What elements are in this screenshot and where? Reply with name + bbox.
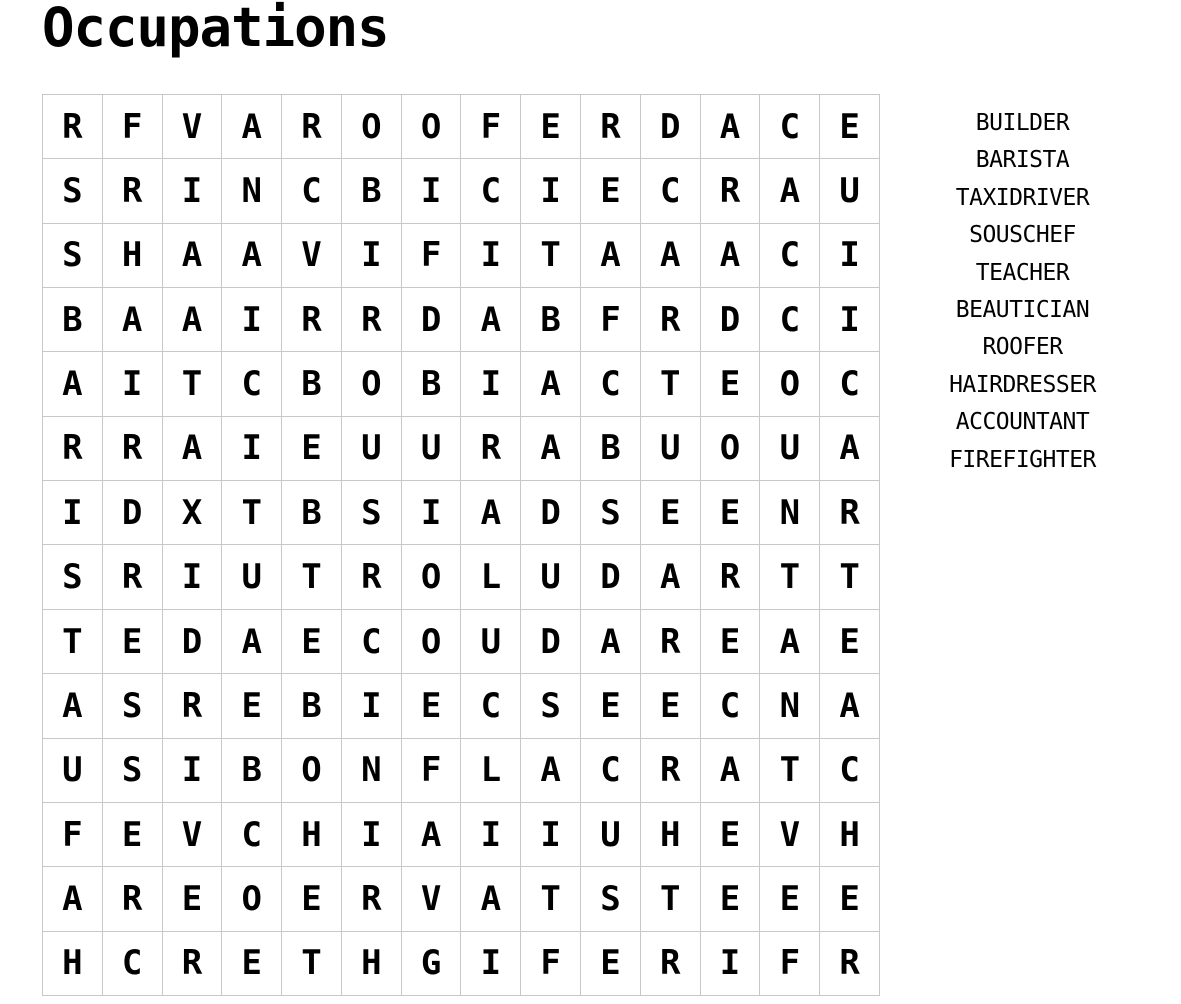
grid-cell[interactable]: T xyxy=(43,610,103,674)
grid-cell[interactable]: R xyxy=(43,417,103,481)
grid-cell[interactable]: I xyxy=(43,481,103,545)
grid-cell[interactable]: E xyxy=(581,932,641,996)
grid-cell[interactable]: E xyxy=(701,803,761,867)
grid-cell[interactable]: R xyxy=(641,932,701,996)
grid-cell[interactable]: A xyxy=(163,288,223,352)
grid-cell[interactable]: T xyxy=(222,481,282,545)
grid-cell[interactable]: E xyxy=(760,867,820,931)
grid-cell[interactable]: E xyxy=(282,417,342,481)
letter-grid xyxy=(42,94,880,996)
grid-cell[interactable]: R xyxy=(43,95,103,159)
grid-cell[interactable]: R xyxy=(342,288,402,352)
grid-cell[interactable]: O xyxy=(282,739,342,803)
grid-cell[interactable]: S xyxy=(581,867,641,931)
grid-cell[interactable]: I xyxy=(521,159,581,223)
grid-cell[interactable]: C xyxy=(641,159,701,223)
grid-cell[interactable]: I xyxy=(461,932,521,996)
grid-cell[interactable]: A xyxy=(43,352,103,416)
grid-cell[interactable]: R xyxy=(103,417,163,481)
grid-cell[interactable]: B xyxy=(581,417,641,481)
grid-cell[interactable]: R xyxy=(641,739,701,803)
puzzle-title: Occupations xyxy=(42,0,389,59)
grid-cell[interactable]: F xyxy=(402,224,462,288)
grid-cell[interactable]: E xyxy=(581,674,641,738)
grid-cell[interactable]: A xyxy=(461,867,521,931)
grid-cell[interactable]: D xyxy=(402,288,462,352)
grid-cell[interactable]: D xyxy=(581,545,641,609)
grid-cell[interactable]: N xyxy=(342,739,402,803)
grid-cell[interactable]: R xyxy=(461,417,521,481)
grid-cell[interactable]: E xyxy=(641,674,701,738)
grid-cell[interactable]: C xyxy=(222,803,282,867)
grid-cell[interactable]: V xyxy=(282,224,342,288)
grid-cell[interactable]: X xyxy=(163,481,223,545)
word-list-item: TEACHER xyxy=(975,259,1070,286)
word-list-item: BARISTA xyxy=(975,147,1070,174)
grid-cell[interactable]: O xyxy=(402,545,462,609)
grid-cell[interactable]: O xyxy=(342,352,402,416)
grid-cell[interactable]: D xyxy=(641,95,701,159)
grid-cell[interactable]: U xyxy=(581,803,641,867)
grid-cell[interactable]: R xyxy=(701,159,761,223)
grid-cell[interactable]: U xyxy=(820,159,880,223)
grid-cell[interactable]: O xyxy=(342,95,402,159)
grid-cell[interactable]: S xyxy=(342,481,402,545)
grid-cell[interactable]: R xyxy=(581,95,641,159)
grid-cell[interactable]: I xyxy=(461,803,521,867)
grid-cell[interactable]: A xyxy=(163,417,223,481)
grid-cell[interactable]: C xyxy=(581,739,641,803)
grid-cell[interactable]: E xyxy=(701,867,761,931)
grid-cell[interactable]: D xyxy=(521,610,581,674)
grid-cell[interactable]: U xyxy=(402,417,462,481)
grid-cell[interactable]: B xyxy=(342,159,402,223)
grid-cell[interactable]: A xyxy=(43,867,103,931)
grid-cell[interactable]: O xyxy=(222,867,282,931)
grid-cell[interactable]: I xyxy=(342,803,402,867)
word-list-item: SOUSCHEF xyxy=(969,222,1076,249)
word-list-item: BUILDER xyxy=(975,110,1070,136)
grid-cell[interactable]: A xyxy=(521,352,581,416)
grid-cell[interactable]: I xyxy=(402,159,462,223)
grid-cell[interactable]: R xyxy=(820,481,880,545)
grid-cell[interactable]: R xyxy=(103,545,163,609)
grid-cell[interactable]: R xyxy=(641,610,701,674)
grid-cell[interactable]: U xyxy=(342,417,402,481)
grid-cell[interactable]: R xyxy=(163,932,223,996)
grid-cell[interactable]: I xyxy=(461,352,521,416)
grid-cell[interactable]: E xyxy=(701,352,761,416)
grid-cell[interactable]: V xyxy=(402,867,462,931)
grid-cell[interactable]: A xyxy=(43,674,103,738)
grid-cell[interactable]: I xyxy=(521,803,581,867)
grid-cell[interactable]: I xyxy=(163,739,223,803)
grid-cell[interactable]: E xyxy=(103,803,163,867)
grid-cell[interactable]: C xyxy=(222,352,282,416)
grid-cell[interactable]: S xyxy=(581,481,641,545)
grid-cell[interactable]: T xyxy=(163,352,223,416)
grid-cell[interactable]: H xyxy=(103,224,163,288)
grid-cell[interactable]: A xyxy=(222,95,282,159)
grid-cell[interactable]: E xyxy=(521,95,581,159)
grid-cell[interactable]: I xyxy=(222,417,282,481)
grid-cell[interactable]: C xyxy=(760,224,820,288)
grid-cell[interactable]: E xyxy=(581,159,641,223)
grid-cell[interactable]: H xyxy=(342,932,402,996)
grid-cell[interactable]: L xyxy=(461,739,521,803)
grid-cell[interactable]: E xyxy=(103,610,163,674)
grid-cell[interactable]: B xyxy=(222,739,282,803)
grid-cell[interactable]: C xyxy=(461,159,521,223)
grid-cell[interactable]: A xyxy=(521,417,581,481)
grid-cell[interactable]: R xyxy=(701,545,761,609)
grid-cell[interactable]: C xyxy=(581,352,641,416)
grid-cell[interactable]: I xyxy=(820,224,880,288)
grid-cell[interactable]: A xyxy=(641,545,701,609)
grid-cell[interactable]: E xyxy=(701,481,761,545)
grid-cell[interactable]: S xyxy=(43,159,103,223)
grid-cell[interactable]: I xyxy=(163,159,223,223)
grid-cell[interactable]: O xyxy=(402,610,462,674)
grid-cell[interactable]: F xyxy=(581,288,641,352)
grid-cell[interactable]: I xyxy=(103,352,163,416)
grid-cell[interactable]: L xyxy=(461,545,521,609)
grid-cell[interactable]: F xyxy=(402,739,462,803)
grid-cell[interactable]: V xyxy=(163,803,223,867)
grid-cell[interactable]: C xyxy=(282,159,342,223)
grid-cell[interactable]: S xyxy=(103,739,163,803)
grid-cell[interactable]: A xyxy=(760,159,820,223)
grid-cell[interactable]: N xyxy=(760,674,820,738)
grid-cell[interactable]: S xyxy=(521,674,581,738)
grid-cell[interactable]: B xyxy=(402,352,462,416)
grid-cell[interactable]: A xyxy=(402,803,462,867)
grid-cell[interactable]: T xyxy=(760,739,820,803)
grid-cell[interactable]: F xyxy=(43,803,103,867)
grid-cell[interactable]: G xyxy=(402,932,462,996)
grid-cell[interactable]: A xyxy=(103,288,163,352)
word-list-item: ROOFER xyxy=(982,334,1063,361)
grid-cell[interactable]: A xyxy=(581,610,641,674)
grid-cell[interactable]: H xyxy=(43,932,103,996)
grid-cell[interactable]: D xyxy=(103,481,163,545)
grid-cell[interactable]: R xyxy=(103,867,163,931)
grid-cell[interactable]: S xyxy=(43,224,103,288)
grid-cell[interactable]: A xyxy=(701,224,761,288)
grid-cell[interactable]: E xyxy=(222,674,282,738)
grid-cell[interactable]: C xyxy=(760,95,820,159)
grid-cell[interactable]: U xyxy=(43,739,103,803)
grid-cell[interactable]: U xyxy=(521,545,581,609)
grid-cell[interactable]: U xyxy=(222,545,282,609)
grid-cell[interactable]: U xyxy=(641,417,701,481)
grid-cell[interactable]: O xyxy=(402,95,462,159)
grid-cell[interactable]: D xyxy=(163,610,223,674)
grid-cell[interactable]: R xyxy=(163,674,223,738)
grid-cell[interactable]: C xyxy=(461,674,521,738)
grid-cell[interactable]: H xyxy=(820,803,880,867)
grid-cell[interactable]: N xyxy=(222,159,282,223)
grid-cell[interactable]: T xyxy=(521,867,581,931)
grid-cell[interactable]: E xyxy=(222,932,282,996)
grid-cell[interactable]: B xyxy=(282,352,342,416)
grid-cell[interactable]: E xyxy=(820,95,880,159)
grid-cell[interactable]: C xyxy=(342,610,402,674)
grid-cell[interactable]: I xyxy=(342,224,402,288)
grid-cell[interactable]: R xyxy=(342,545,402,609)
grid-cell[interactable]: T xyxy=(282,932,342,996)
word-list-item: FIREFIGHTER xyxy=(949,446,1096,473)
grid-cell[interactable]: V xyxy=(760,803,820,867)
grid-cell[interactable]: C xyxy=(701,674,761,738)
grid-cell[interactable]: I xyxy=(163,545,223,609)
grid-cell[interactable]: A xyxy=(820,674,880,738)
grid-cell[interactable]: F xyxy=(461,95,521,159)
grid-cell[interactable]: A xyxy=(581,224,641,288)
grid-cell[interactable]: A xyxy=(163,224,223,288)
grid-cell[interactable]: U xyxy=(461,610,521,674)
grid-cell[interactable]: C xyxy=(760,288,820,352)
word-list xyxy=(930,105,1115,479)
grid-cell[interactable]: A xyxy=(701,739,761,803)
grid-cell[interactable]: A xyxy=(461,481,521,545)
grid-cell[interactable]: O xyxy=(760,352,820,416)
grid-cell[interactable]: S xyxy=(103,674,163,738)
grid-cell[interactable]: E xyxy=(282,867,342,931)
grid-cell[interactable]: R xyxy=(282,95,342,159)
grid-cell[interactable]: A xyxy=(222,610,282,674)
grid-cell[interactable]: I xyxy=(701,932,761,996)
grid-cell[interactable]: A xyxy=(222,224,282,288)
word-list-item: ACCOUNTANT xyxy=(955,409,1090,436)
grid-cell[interactable]: N xyxy=(760,481,820,545)
grid-cell[interactable]: A xyxy=(641,224,701,288)
grid-cell[interactable]: I xyxy=(342,674,402,738)
grid-cell[interactable]: I xyxy=(222,288,282,352)
grid-cell[interactable]: E xyxy=(820,867,880,931)
word-list-item: BEAUTICIAN xyxy=(955,296,1090,323)
grid-cell[interactable]: U xyxy=(760,417,820,481)
grid-cell[interactable]: T xyxy=(820,545,880,609)
grid-cell[interactable]: E xyxy=(282,610,342,674)
grid-cell[interactable]: B xyxy=(43,288,103,352)
grid-cell[interactable]: F xyxy=(521,932,581,996)
grid-cell[interactable]: E xyxy=(701,610,761,674)
grid-cell[interactable]: F xyxy=(760,932,820,996)
grid-cell[interactable]: T xyxy=(760,545,820,609)
grid-cell[interactable]: C xyxy=(820,739,880,803)
grid-cell[interactable]: T xyxy=(641,352,701,416)
grid-cell[interactable]: E xyxy=(402,674,462,738)
grid-cell[interactable]: O xyxy=(701,417,761,481)
grid-cell[interactable]: B xyxy=(282,481,342,545)
grid-cell[interactable]: R xyxy=(103,159,163,223)
grid-cell[interactable]: H xyxy=(641,803,701,867)
grid-cell[interactable]: E xyxy=(820,610,880,674)
grid-cell[interactable]: A xyxy=(521,739,581,803)
grid-cell[interactable]: T xyxy=(641,867,701,931)
grid-cell[interactable]: B xyxy=(282,674,342,738)
grid-cell[interactable]: A xyxy=(461,288,521,352)
grid-cell[interactable]: E xyxy=(641,481,701,545)
word-list-item: HAIRDRESSER xyxy=(949,371,1096,398)
grid-cell[interactable]: C xyxy=(820,352,880,416)
grid-cell[interactable]: T xyxy=(282,545,342,609)
grid-cell[interactable]: I xyxy=(820,288,880,352)
grid-cell[interactable]: E xyxy=(163,867,223,931)
grid-cell[interactable]: D xyxy=(521,481,581,545)
grid-cell[interactable]: C xyxy=(103,932,163,996)
grid-cell[interactable]: F xyxy=(103,95,163,159)
grid-cell[interactable]: A xyxy=(701,95,761,159)
grid-cell[interactable]: H xyxy=(282,803,342,867)
grid-cell[interactable]: R xyxy=(282,288,342,352)
grid-cell[interactable]: R xyxy=(342,867,402,931)
grid-cell[interactable]: B xyxy=(521,288,581,352)
grid-cell[interactable]: A xyxy=(820,417,880,481)
grid-cell[interactable]: I xyxy=(402,481,462,545)
grid-cell[interactable]: A xyxy=(760,610,820,674)
grid-cell[interactable]: D xyxy=(701,288,761,352)
grid-cell[interactable]: S xyxy=(43,545,103,609)
grid-cell[interactable]: R xyxy=(641,288,701,352)
grid-cell[interactable]: R xyxy=(820,932,880,996)
word-list-item: TAXIDRIVER xyxy=(955,184,1090,211)
grid-cell[interactable]: V xyxy=(163,95,223,159)
grid-cell[interactable]: I xyxy=(461,224,521,288)
grid-cell[interactable]: T xyxy=(521,224,581,288)
